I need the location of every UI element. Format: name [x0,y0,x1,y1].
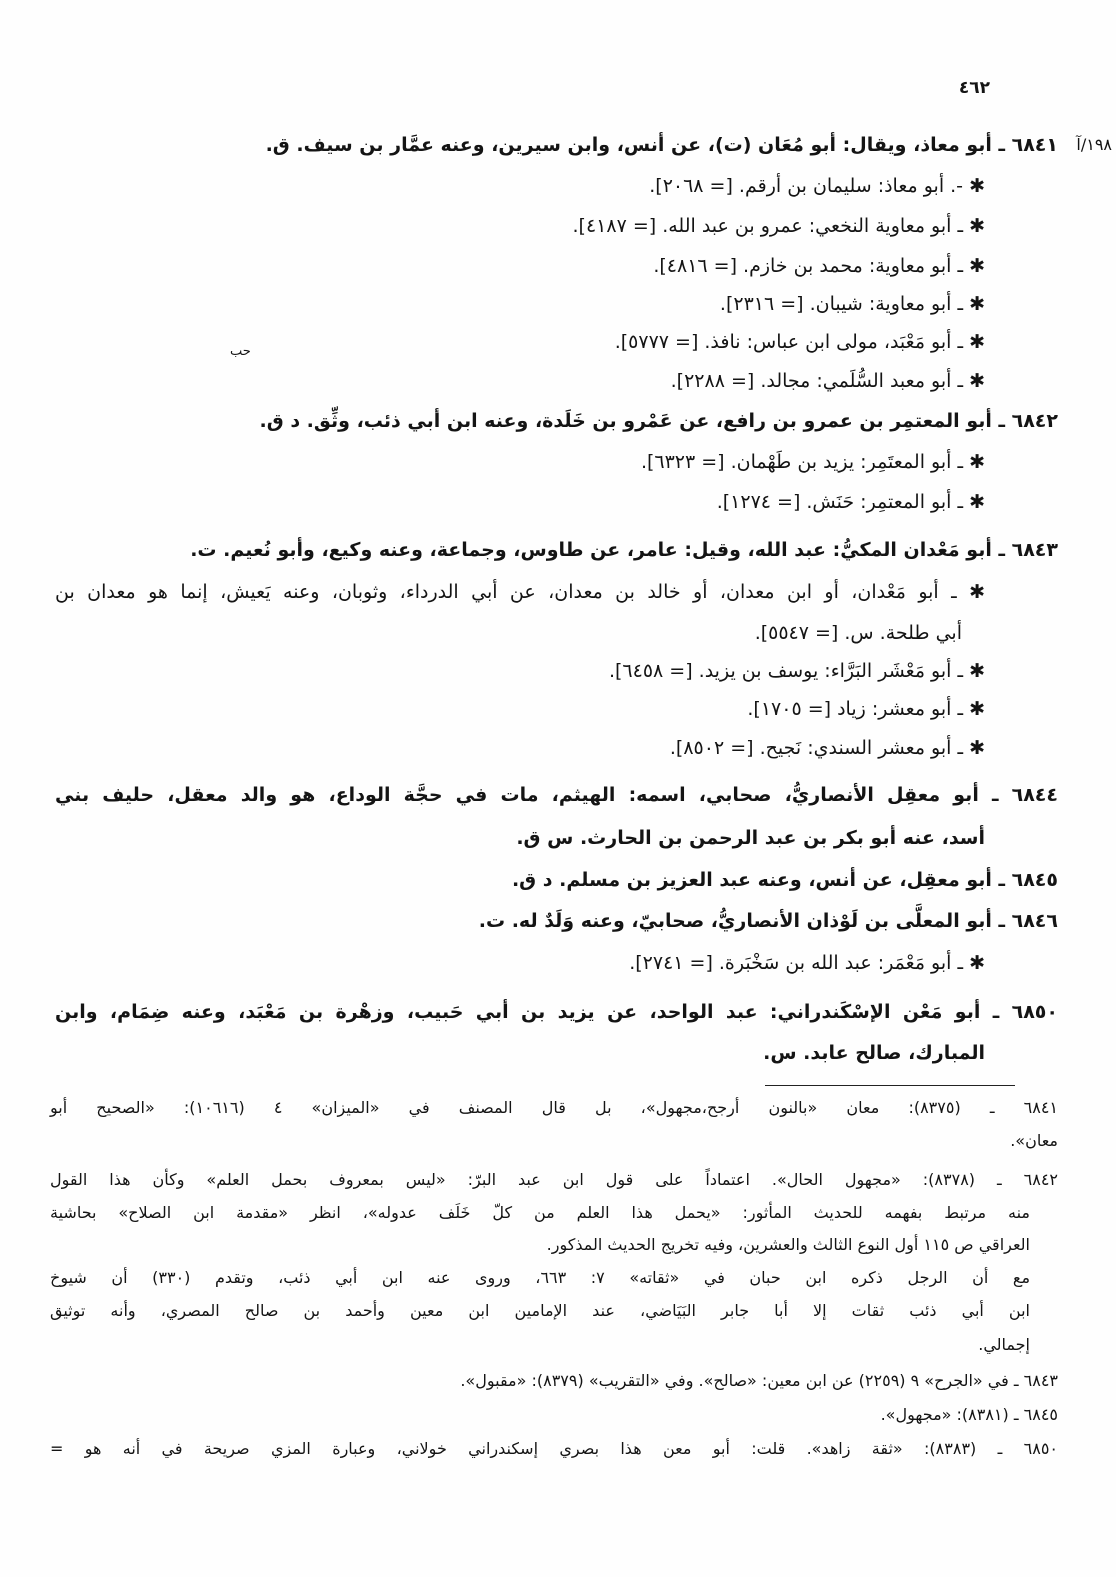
cross-reference-line: ✱ ـ أبو معاوية: شيبان. [= ٢٣١٦]. [719,293,985,315]
cross-reference-line: ✱ ـ أبو معاوية النخعي: عمرو بن عبد الله. [= ٤١٨٧]. [572,215,985,237]
page-number: ٤٦٢ [958,78,990,98]
footnote-separator [765,1085,1015,1086]
cross-reference-line: ✱ ـ أبو مَعْمَر: عبد الله بن سَخْبَرة. [= ٢٧٤١]. [629,952,985,974]
cross-reference-continuation-line: أبي طلحة. س. [= ٥٥٤٧]. [754,622,962,644]
footnote-line: ٦٨٥٠ ـ (٨٣٨٣): «ثقة زاهد». قلت: أبو معن هذا بصري إسكندراني خولاني، وعبارة المزي صريحة في أنه هو = [50,1439,1058,1458]
interlinear-note: حب [230,344,251,359]
cross-reference-line: ✱ ـ أبو مَعْبَد، مولى ابن عباس: نافذ. [= ٥٧٧٧]. [614,331,985,353]
footnote-continuation-line: مع أن الرجل ذكره ابن حبان في «ثقاته» ٧: ٦٦٣، وروى عنه ابن أبي ذئب، وتقدم (٣٣٠) أن شيوخ [50,1268,1031,1287]
entry-line: ٦٨٤٢ ـ أبو المعتمِر بن عمرو بن رافع، عن عَمْرو بن خَلَدة، وعنه ابن أبي ذئب، وثِّق. د ق. [259,410,1058,432]
entry-continuation-line: المبارك، صالح عابد. س. [763,1042,985,1064]
cross-reference-line: ✱ ـ أبو معبد السُّلَمي: مجالد. [= ٢٢٨٨]. [670,370,985,392]
entry-line: ٦٨٤٥ ـ أبو معقِل، عن أنس، وعنه عبد العزيز بن مسلم. د ق. [511,869,1058,891]
cross-reference-line: ✱ ـ أبو مَعْدان، أو ابن معدان، أو خالد بن معدان، عن أبي الدرداء، وثوبان، وعنه يَعيش، إنما هو معدان بن [55,581,985,603]
entry-continuation-line: أسد، عنه أبو بكر بن عبد الرحمن بن الحارث. س ق. [516,827,985,849]
cross-reference-line: ✱ ـ أبو معاوية: محمد بن خازم. [= ٤٨١٦]. [653,255,985,277]
manuscript-folio-marker: ١٩٨/آ [1076,135,1112,154]
cross-reference-line: ✱ ـ أبو معشر السندي: نَجيح. [= ٨٥٠٢]. [669,737,985,759]
cross-reference-line: ✱ ـ أبو معشر: زياد [= ١٧٠٥]. [747,698,985,720]
entry-line: ٦٨٤١ ـ أبو معاذ، ويقال: أبو مُعَان (ت)، عن أنس، وابن سيرين، وعنه عمَّار بن سيف. ق. [265,134,1058,156]
footnote-continuation-line: ابن أبي ذئب ثقات إلا أبا جابر البَيَاضي، عند الإمامين ابن معين وأحمد بن صالح المصري، وأنه توثيق [50,1301,1030,1320]
entry-line: ٦٨٤٦ ـ أبو المعلَّى بن لَوْذان الأنصاريُّ، صحابيّ، وعنه وَلَدٌ له. ت. [478,910,1058,932]
footnote-line: ٦٨٤١ ـ (٨٣٧٥): معان «بالنون أرجح،مجهول»، بل قال المصنف في «الميزان» ٤ (١٠٦١٦): «الصحيح أبو [50,1098,1058,1117]
footnote-continuation-line: معان». [1010,1131,1058,1150]
footnote-continuation-line: العراقي ص ١١٥ أول النوع الثالث والعشرين، وفيه تخريج الحديث المذكور. [546,1235,1030,1254]
cross-reference-line: ✱ ـ أبو المعتمِر: حَنَش. [= ١٢٧٤]. [716,491,985,513]
entry-line: ٦٨٤٣ ـ أبو مَعْدان المكيُّ: عبد الله، وقيل: عامر، عن طاوس، وجماعة، وعنه وكيع، وأبو نُعيم. ت. [190,539,1058,561]
footnote-line: ٦٨٤٥ ـ (٨٣٨١): «مجهول». [880,1405,1058,1424]
footnote-line: ٦٨٤٣ ـ في «الجرح» ٩ (٢٢٥٩) عن ابن معين: «صالح». وفي «التقريب» (٨٣٧٩): «مقبول». [460,1371,1058,1390]
entry-line: ٦٨٤٤ ـ أبو معقِل الأنصاريُّ، صحابي، اسمه: الهيثم، مات في حجَّة الوداع، هو والد معقل، حليف بني [55,784,1058,806]
footnote-continuation-line: منه مرتبط بفهمه للحديث المأثور: «يحمل هذا العلم من كلّ خَلَف عدوله»، انظر «مقدمة ابن الصلاح» بحاشية [50,1203,1030,1222]
footnote-continuation-line: إجمالي. [978,1335,1030,1354]
cross-reference-line: ✱ ـ أبو المعتَمِر: يزيد بن طَهْمان. [= ٦٣٢٣]. [640,451,985,473]
cross-reference-line: ✱ -. أبو معاذ: سليمان بن أرقم. [= ٢٠٦٨]. [649,175,985,197]
cross-reference-line: ✱ ـ أبو مَعْشَر البَرَّاء: يوسف بن يزيد. [= ٦٤٥٨]. [608,660,985,682]
footnote-line: ٦٨٤٢ ـ (٨٣٧٨): «مجهول الحال». اعتماداً على قول ابن عبد البرّ: «ليس بمعروف بحمل العلم» وكأن هذا القول [50,1170,1059,1189]
entry-line: ٦٨٥٠ ـ أبو مَعْن الإسْكَندراني: عبد الواحد، عن يزيد بن أبي حَبيب، وزهْرة بن مَعْبَد، وعنه ضِمَام، وابن [55,1001,1058,1023]
